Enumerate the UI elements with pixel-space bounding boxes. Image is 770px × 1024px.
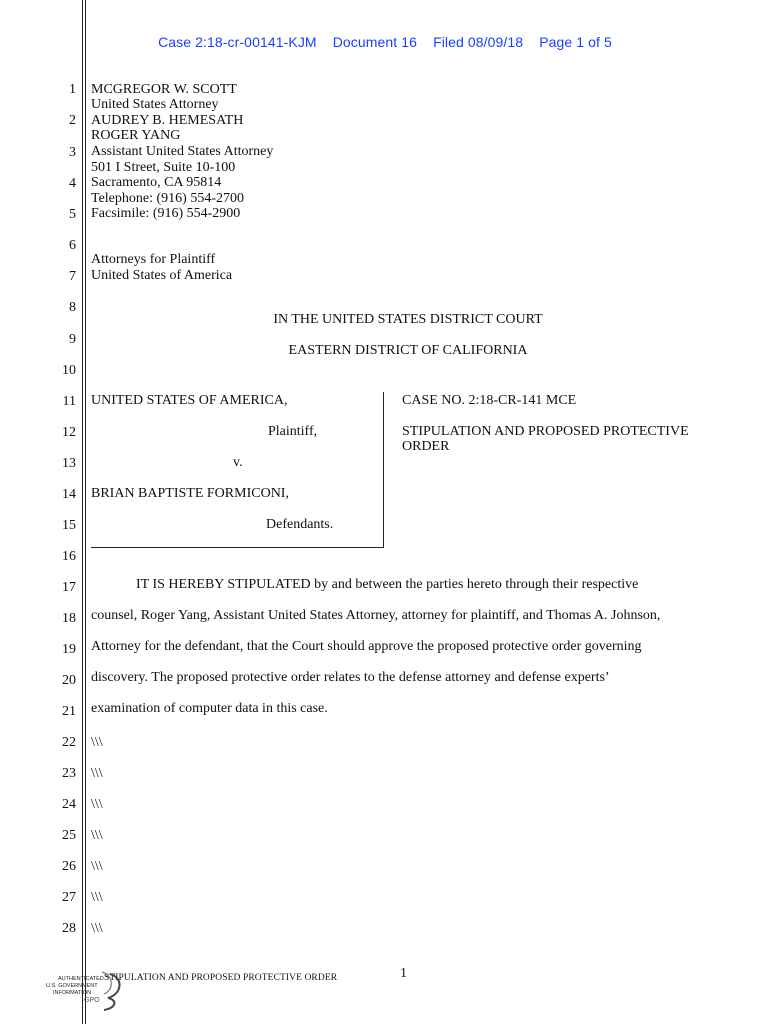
document-title-line2: ORDER — [402, 439, 450, 454]
counsel-line: AUDREY B. HEMESATH — [91, 113, 244, 128]
plaintiff-role: Plaintiff, — [268, 424, 318, 439]
line-number: 13 — [62, 456, 76, 471]
header-case: Case 2:18-cr-00141-KJM — [158, 34, 317, 50]
seal-text: AUTHENTICATED — [58, 976, 104, 982]
line-number: 19 — [62, 642, 76, 657]
body-line: examination of computer data in this case. — [91, 701, 328, 716]
line-number: 17 — [62, 580, 76, 595]
line-number: 22 — [62, 735, 76, 750]
line-number: 24 — [62, 797, 76, 812]
line-number: 28 — [62, 921, 76, 936]
line-number: 9 — [69, 332, 76, 347]
margin-rule-inner — [85, 0, 86, 1024]
body-line: counsel, Roger Yang, Assistant United States Attorney, attorney for plaintiff, and Thomas A. Johnson, — [91, 608, 661, 623]
ecf-header — [0, 34, 770, 50]
line-number: 1 — [69, 82, 76, 97]
attorneys-for-line: Attorneys for Plaintiff — [91, 252, 216, 267]
counsel-line: ROGER YANG — [91, 128, 181, 143]
continuation-mark: \\\ — [91, 766, 103, 781]
header-document: Document 16 — [332, 34, 418, 50]
line-number: 21 — [62, 704, 76, 719]
gpo-seal-icon — [44, 968, 124, 1012]
seal-text: INFORMATION — [53, 990, 92, 996]
line-number: 3 — [69, 145, 76, 160]
header-filed: Filed 08/09/18 — [433, 34, 524, 50]
continuation-mark: \\\ — [91, 735, 103, 750]
defendant-name: BRIAN BAPTISTE FORMICONI, — [91, 486, 289, 501]
header-page: Page 1 of 5 — [539, 34, 612, 50]
caption-divider-horizontal — [91, 547, 384, 548]
counsel-line: United States Attorney — [91, 97, 219, 112]
line-number: 2 — [69, 113, 76, 128]
counsel-line: Assistant United States Attorney — [91, 144, 274, 159]
plaintiff-name: UNITED STATES OF AMERICA, — [91, 393, 288, 408]
line-number: 18 — [62, 611, 76, 626]
line-number: 27 — [62, 890, 76, 905]
continuation-mark: \\\ — [91, 921, 103, 936]
line-number: 25 — [62, 828, 76, 843]
page-number: 1 — [400, 966, 407, 981]
counsel-line: 501 I Street, Suite 10-100 — [91, 160, 236, 175]
line-number: 4 — [69, 176, 76, 191]
continuation-mark: \\\ — [91, 890, 103, 905]
versus: v. — [233, 455, 243, 470]
line-number: 14 — [62, 487, 76, 502]
line-number: 10 — [62, 363, 76, 378]
body-line: IT IS HEREBY STIPULATED by and between the parties hereto through their respective — [136, 577, 639, 592]
continuation-mark: \\\ — [91, 859, 103, 874]
counsel-line: Facsimile: (916) 554-2900 — [91, 206, 241, 221]
line-number: 7 — [69, 269, 76, 284]
counsel-line: MCGREGOR W. SCOTT — [91, 82, 237, 97]
continuation-mark: \\\ — [91, 828, 103, 843]
counsel-line: Telephone: (916) 554-2700 — [91, 191, 244, 206]
court-district: EASTERN DISTRICT OF CALIFORNIA — [288, 343, 528, 358]
line-number: 23 — [62, 766, 76, 781]
line-number: 8 — [69, 300, 76, 315]
line-number: 15 — [62, 518, 76, 533]
case-number: CASE NO. 2:18-CR-141 MCE — [402, 393, 577, 408]
caption-divider-vertical — [383, 392, 384, 548]
continuation-mark: \\\ — [91, 797, 103, 812]
defendant-role: Defendants. — [266, 517, 334, 532]
body-line: Attorney for the defendant, that the Court should approve the proposed protective order governing — [91, 639, 642, 654]
line-number: 12 — [62, 425, 76, 440]
document-title-line1: STIPULATION AND PROPOSED PROTECTIVE — [402, 424, 689, 439]
counsel-line: Sacramento, CA 95814 — [91, 175, 222, 190]
line-number: 6 — [69, 238, 76, 253]
line-number: 26 — [62, 859, 76, 874]
court-name: IN THE UNITED STATES DISTRICT COURT — [273, 312, 543, 327]
seal-text: GPO — [84, 997, 100, 1004]
footer-title: STIPULATION AND PROPOSED PROTECTIVE ORDER — [104, 973, 338, 983]
margin-rule-outer — [82, 0, 83, 1024]
line-number: 11 — [62, 394, 76, 409]
line-number: 5 — [69, 207, 76, 222]
line-number: 16 — [62, 549, 76, 564]
attorneys-for-line: United States of America — [91, 268, 233, 283]
body-line: discovery. The proposed protective order relates to the defense attorney and defense experts’ — [91, 670, 610, 685]
seal-text: U.S. GOVERNMENT — [46, 983, 98, 989]
line-number: 20 — [62, 673, 76, 688]
